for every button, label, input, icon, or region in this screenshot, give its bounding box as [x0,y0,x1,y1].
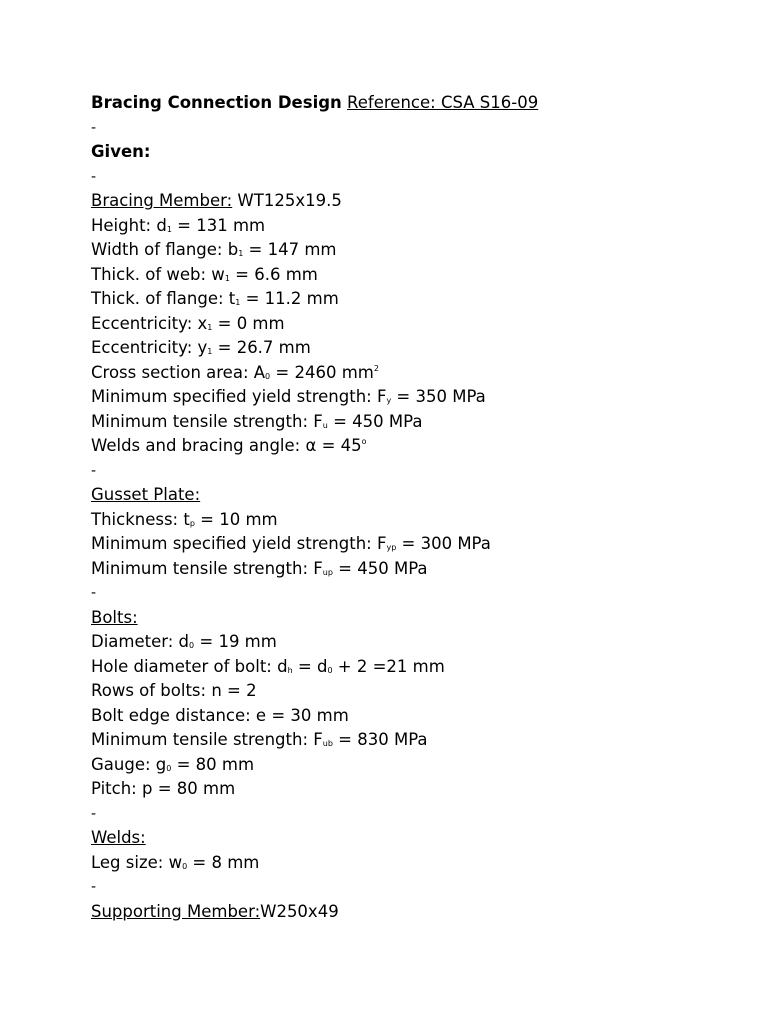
document-body [91,91,731,924]
flange-width-line [91,238,731,263]
area-label: Cross section area: A [91,362,266,382]
fup-subscript: up [322,567,333,577]
fy-value: = 350 MPa [391,387,486,406]
given-heading: Given: [91,142,151,161]
hole-subscript-2: 0 [327,665,333,675]
bolt-diameter-label: Diameter: d [91,632,190,651]
fyp-subscript: yp [386,543,397,552]
gusset-yield-strength-line [91,532,731,557]
gusset-thickness-value: = 10 mm [194,509,278,529]
flange-width-subscript: 1 [238,249,244,258]
separator-dash: - [91,879,97,895]
supporting-member-heading: Supporting Member: [91,901,261,921]
bolt-pitch-line: Pitch: p = 80 mm [91,779,236,798]
gauge-label: Gauge: g [91,754,167,774]
leg-size-label: Leg size: w [91,852,183,872]
eccentricity-y-line [91,336,731,361]
area-superscript: 2 [373,363,379,373]
web-thickness-value: = 6.6 mm [229,264,318,284]
bracing-member-heading: Bracing Member: [91,191,233,210]
degree-superscript: o [361,437,367,446]
leg-size-value: = 8 mm [187,852,260,872]
flange-width-value: = 147 mm [243,240,337,259]
height-label: Height: d [91,215,167,235]
fub-label: Minimum tensile strength: F [91,730,323,749]
fyp-value: = 300 MPa [396,534,491,553]
height-subscript: 1 [166,224,172,234]
bracing-member-line [91,189,731,214]
fy-label: Minimum specified yield strength: F [91,387,387,406]
gusset-tensile-strength-line [91,557,731,582]
gauge-subscript: 0 [166,763,172,773]
flange-thickness-label: Thick. of flange: t [91,289,236,308]
fub-subscript: ub [322,739,333,748]
eccentricity-x-subscript: 1 [207,322,213,332]
eccentricity-y-subscript: 1 [207,347,213,356]
yield-strength-line [91,385,731,410]
hole-diameter-value: + 2 =21 mm [332,656,445,676]
eccentricity-x-line [91,312,731,337]
eccentricity-x-value: = 0 mm [212,313,285,333]
fy-subscript: y [386,396,392,405]
gauge-value: = 80 mm [171,754,255,774]
height-line [91,214,731,239]
bolt-edge-distance-line: Bolt edge distance: e = 30 mm [91,705,349,725]
bolt-tensile-strength-line [91,728,731,753]
separator-dash: - [91,585,97,601]
welds-heading: Welds: [91,828,146,847]
fup-label: Minimum tensile strength: F [91,558,323,578]
area-subscript: 0 [265,371,271,381]
eccentricity-x-label: Eccentricity: x [91,313,208,333]
height-value: = 131 mm [171,215,266,235]
fyp-label: Minimum specified yield strength: F [91,534,387,553]
gusset-thickness-subscript: p [189,518,195,528]
bolts-heading: Bolts: [91,607,138,627]
flange-width-label: Width of flange: b [91,240,239,259]
leg-size-subscript: 0 [182,861,188,871]
tensile-strength-line [91,410,731,435]
cross-section-area-line [91,361,731,386]
angle-label: Welds and bracing angle: α = 45 [91,436,362,455]
document-title: Bracing Connection Design [91,93,342,112]
hole-subscript: h [287,665,293,675]
fup-value: = 450 MPa [332,558,428,578]
web-thickness-subscript: 1 [224,273,230,283]
bracing-member-section: WT125x19.5 [232,191,342,210]
reference-link: Reference: CSA S16-09 [347,93,539,112]
gusset-plate-heading: Gusset Plate: [91,485,201,504]
fu-value: = 450 MPa [327,411,423,431]
hole-mid: = d [292,656,328,676]
eccentricity-y-label: Eccentricity: y [91,338,208,357]
flange-thickness-subscript: 1 [235,298,241,307]
gusset-thickness-line [91,508,731,533]
supporting-member-section: W250x49 [260,901,339,921]
area-value: = 2460 mm [270,362,374,382]
bolt-gauge-line [91,753,731,778]
title-line [91,91,731,116]
bolt-diameter-value: = 19 mm [194,632,277,651]
hole-diameter-line [91,655,731,680]
hole-diameter-label: Hole diameter of bolt: d [91,656,288,676]
weld-leg-size-line [91,851,731,876]
bracing-angle-line [91,434,731,459]
bolt-diameter-line [91,630,731,655]
flange-thickness-line [91,287,731,312]
gusset-thickness-label: Thickness: t [91,509,190,529]
separator-dash: - [91,805,97,822]
fub-value: = 830 MPa [332,730,428,749]
supporting-member-line [91,900,731,925]
web-thickness-label: Thick. of web: w [91,264,225,284]
eccentricity-y-value: = 26.7 mm [212,338,311,357]
separator-dash: - [91,168,97,185]
separator-dash: - [91,119,97,136]
bolt-diameter-subscript: 0 [189,641,195,650]
flange-thickness-value: = 11.2 mm [240,289,339,308]
web-thickness-line [91,263,731,288]
fu-label: Minimum tensile strength: F [91,411,323,431]
separator-dash: - [91,462,97,479]
fu-subscript: u [322,420,328,430]
bolt-rows-line: Rows of bolts: n = 2 [91,681,257,700]
